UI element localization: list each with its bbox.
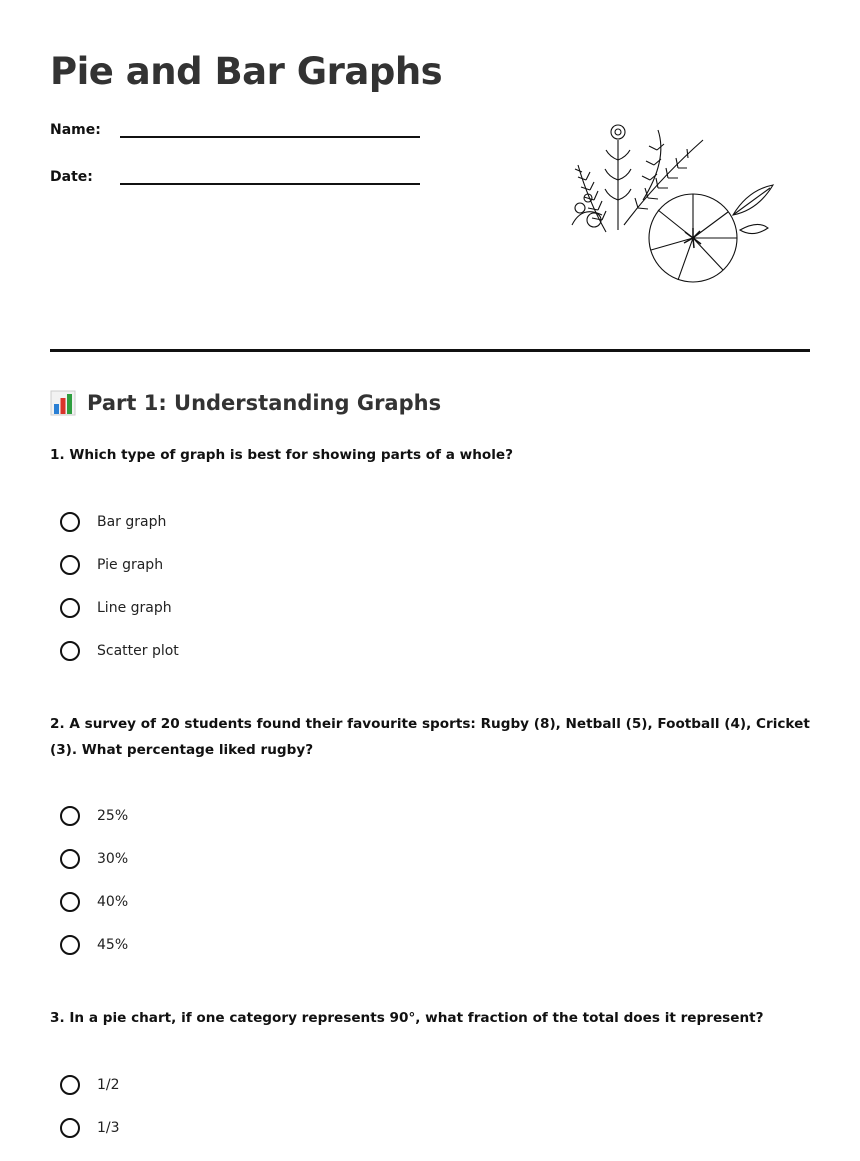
name-field <box>50 122 101 138</box>
flower-stem <box>605 125 631 230</box>
date-input-line[interactable] <box>120 183 420 185</box>
option-label: 45% <box>97 936 129 953</box>
question-2-options <box>60 794 128 966</box>
page-title: Pie and Bar Graphs <box>50 50 443 93</box>
question-3-options <box>60 1063 120 1149</box>
date-field <box>50 169 93 185</box>
small-flowers <box>572 194 602 227</box>
radio-button[interactable] <box>60 892 80 912</box>
option-40-percent[interactable] <box>60 880 128 923</box>
part1-heading-text: Part 1: Understanding Graphs <box>87 391 442 415</box>
question-2: 2. A survey of 20 students found their favourite sports: Rugby (8), Netball (5), Football (4), Cricket (3). What percentage liked rugby? <box>50 716 810 758</box>
option-label: 25% <box>97 807 129 824</box>
question-1: 1. Which type of graph is best for showing parts of a whole? <box>50 447 514 463</box>
option-label: 1/2 <box>97 1076 120 1093</box>
question-3: 3. In a pie chart, if one category represents 90°, what fraction of the total does it represent? <box>50 1010 764 1026</box>
date-label: Date: <box>50 169 93 185</box>
option-label: Scatter plot <box>97 642 179 659</box>
part1-heading <box>50 390 441 416</box>
option-label: Pie graph <box>97 556 164 573</box>
radio-button[interactable] <box>60 598 80 618</box>
option-one-half[interactable] <box>60 1063 120 1106</box>
radio-button[interactable] <box>60 641 80 661</box>
radio-button[interactable] <box>60 1118 80 1138</box>
option-label: 30% <box>97 850 129 867</box>
option-bar-graph[interactable] <box>60 500 179 543</box>
pie-drawing <box>649 194 737 282</box>
question-1-options <box>60 500 179 672</box>
option-label: 40% <box>97 893 129 910</box>
option-one-third[interactable] <box>60 1106 120 1149</box>
radio-button[interactable] <box>60 555 80 575</box>
leaves <box>733 185 773 234</box>
option-pie-graph[interactable] <box>60 543 179 586</box>
option-label: 1/3 <box>97 1119 120 1136</box>
section-divider <box>50 349 810 352</box>
botanical-pie-illustration <box>558 120 778 290</box>
name-input-line[interactable] <box>120 136 420 138</box>
bar-chart-icon <box>50 390 76 416</box>
radio-button[interactable] <box>60 806 80 826</box>
option-line-graph[interactable] <box>60 586 179 629</box>
radio-button[interactable] <box>60 1075 80 1095</box>
option-25-percent[interactable] <box>60 794 128 837</box>
option-45-percent[interactable] <box>60 923 128 966</box>
radio-button[interactable] <box>60 935 80 955</box>
option-30-percent[interactable] <box>60 837 128 880</box>
option-label: Line graph <box>97 599 172 616</box>
left-fern <box>575 165 606 232</box>
name-label: Name: <box>50 122 101 138</box>
radio-button[interactable] <box>60 512 80 532</box>
radio-button[interactable] <box>60 849 80 869</box>
right-fern <box>624 130 703 225</box>
option-label: Bar graph <box>97 513 167 530</box>
option-scatter-plot[interactable] <box>60 629 179 672</box>
